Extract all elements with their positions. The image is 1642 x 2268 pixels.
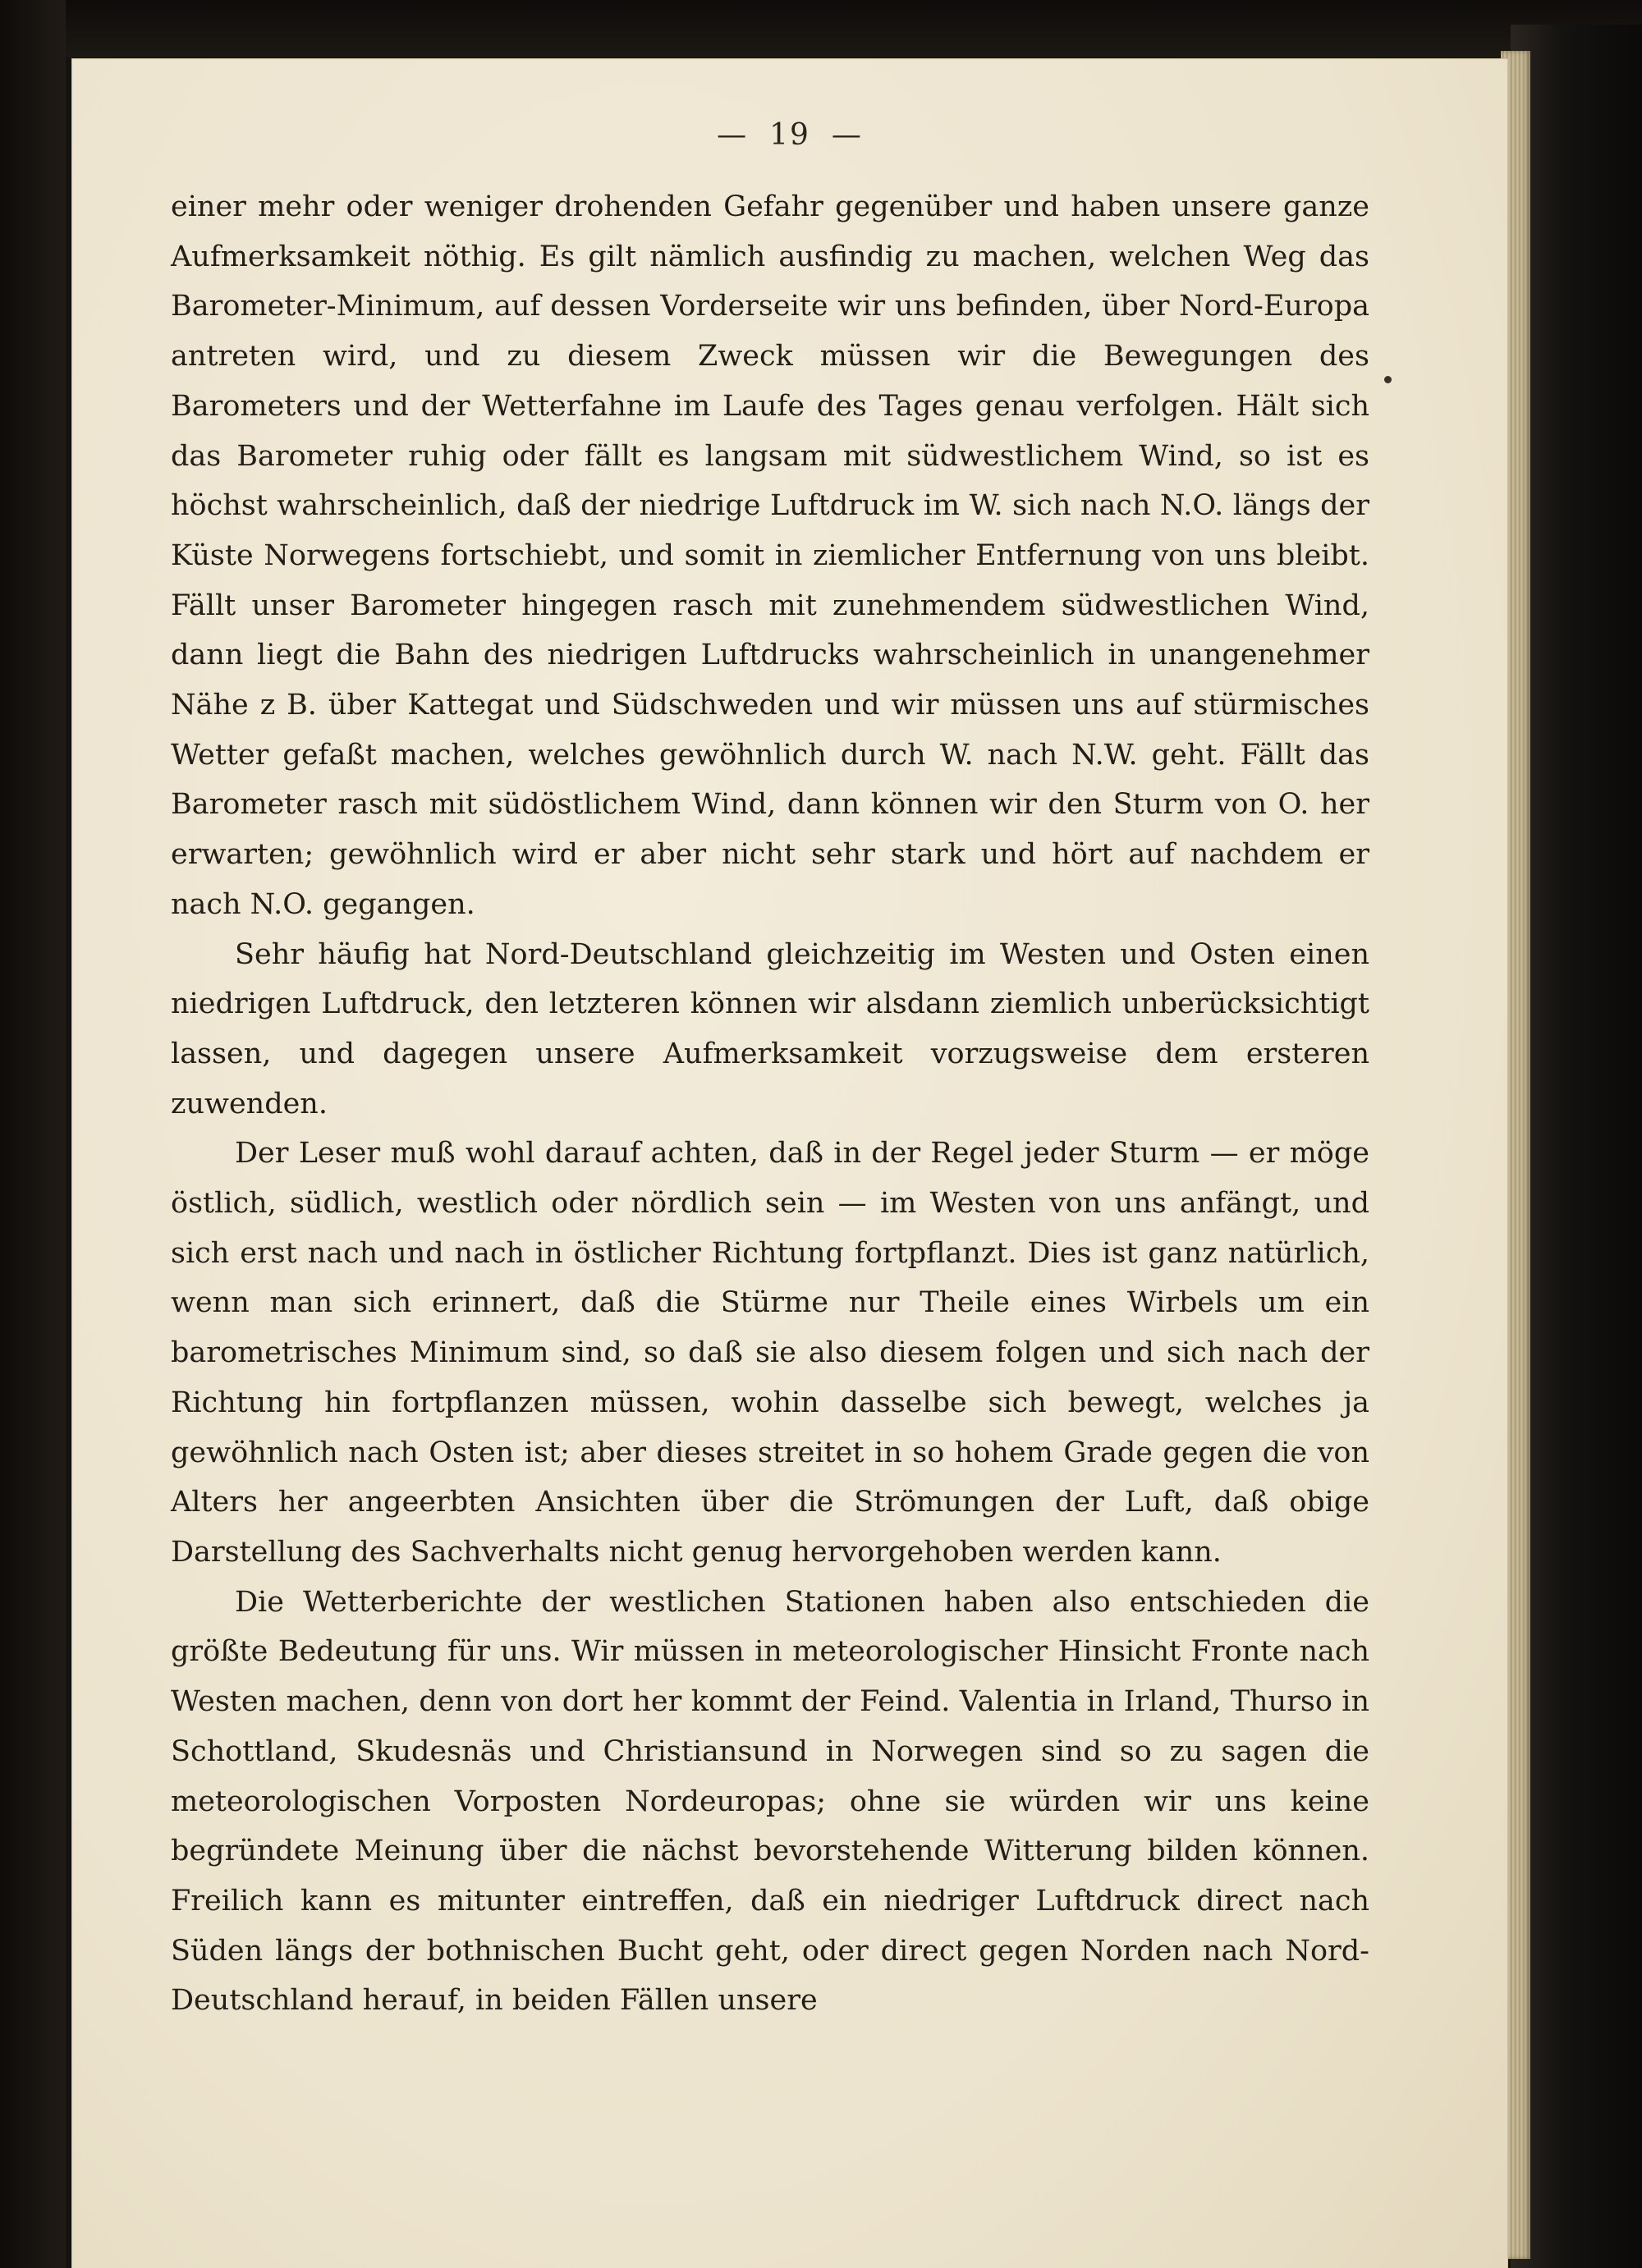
book-cover-edge: [1511, 25, 1642, 2268]
paragraph-3: Der Leser muß wohl darauf achten, daß in der Regel jeder Sturm — er möge östlich, südlich, westlich oder nördlich sein — im Westen von uns anfängt, und sich erst nach und nach in östlicher Richtung fortpflanzt. Dies ist ganz natürlich, wenn man sich erinnert, daß die Stürme nur Theile eines Wirbels um ein barometrisches Minimum sind, so daß sie also diesem folgen und sich nach der Richtung hin fortpflanzen müssen, wohin dasselbe sich bewegt, welches ja gewöhnlich nach Osten ist; aber dieses streitet in so hohem Grade gegen die von Alters her angeerbten Ansichten über die Strömungen der Luft, daß obige Darstellung des Sachverhalts nicht genug hervorgehoben werden kann.: [171, 1137, 1369, 1569]
paragraph-4: Die Wetterberichte der westlichen Stationen haben also entschieden die größte Bedeutung für uns. Wir müssen in meteorologischer Hinsicht Fronte nach Westen machen, denn von dort her kommt der Feind. Valentia in Irland, Thurso in Schottland, Skudesnäs und Christiansund in Norwegen sind so zu sagen die meteorologischen Vorposten Nordeuropas; ohne sie würden wir uns keine begründete Meinung über die nächst bevorstehende Witterung bilden können. Freilich kann es mitunter eintreffen, daß ein niedriger Luftdruck direct nach Süden längs der bothnischen Bucht geht, oder direct gegen Norden nach Nord-Deutschland herauf, in beiden Fällen unsere: [171, 1585, 1369, 2018]
ink-spot: [1384, 376, 1392, 383]
paragraph-2: Sehr häufig hat Nord-Deutschland gleichzeitig im Westen und Osten einen niedrigen Luftdruck, den letzteren können wir alsdann ziemlich unberücksichtigt lassen, und dagegen unsere Aufmerksamkeit vorzugsweise dem ersteren zuwenden.: [171, 937, 1369, 1120]
page-number-header: [72, 118, 1507, 152]
page-body: [171, 182, 1369, 2026]
scan-background-top: [0, 0, 1642, 57]
page-number: 19: [769, 118, 810, 152]
paragraph-1: einer mehr oder weniger drohenden Gefahr gegenüber und haben unsere ganze Aufmerksamkeit nöthig. Es gilt nämlich ausfindig zu machen, welchen Weg das Barometer-Minimum, auf dessen Vorderseite wir uns befinden, über Nord-Europa antreten wird, und zu diesem Zweck müssen wir die Bewegungen des Barometers und der Wetterfahne im Laufe des Tages genau verfolgen. Hält sich das Barometer ruhig oder fällt es langsam mit südwestlichem Wind, so ist es höchst wahrscheinlich, daß der niedrige Luftdruck im W. sich nach N.O. längs der Küste Norwegens fortschiebt, und somit in ziemlicher Entfernung von uns bleibt. Fällt unser Barometer hingegen rasch mit zunehmendem südwestlichen Wind, dann liegt die Bahn des niedrigen Luftdrucks wahrscheinlich in unangenehmer Nähe z B. über Kattegat und Südschweden und wir müssen uns auf stürmisches Wetter gefaßt machen, welches gewöhnlich durch W. nach N.W. geht. Fällt das Barometer rasch mit südöstlichem Wind, dann können wir den Sturm von O. her erwarten; gewöhnlich wird er aber nicht sehr stark und hört auf nachdem er nach N.O. gegangen.: [171, 190, 1369, 921]
page-number-dash-left: —: [717, 118, 749, 152]
scan-background-left: [0, 0, 66, 2268]
book-page: [72, 59, 1507, 2268]
page-number-dash-right: —: [831, 118, 863, 152]
